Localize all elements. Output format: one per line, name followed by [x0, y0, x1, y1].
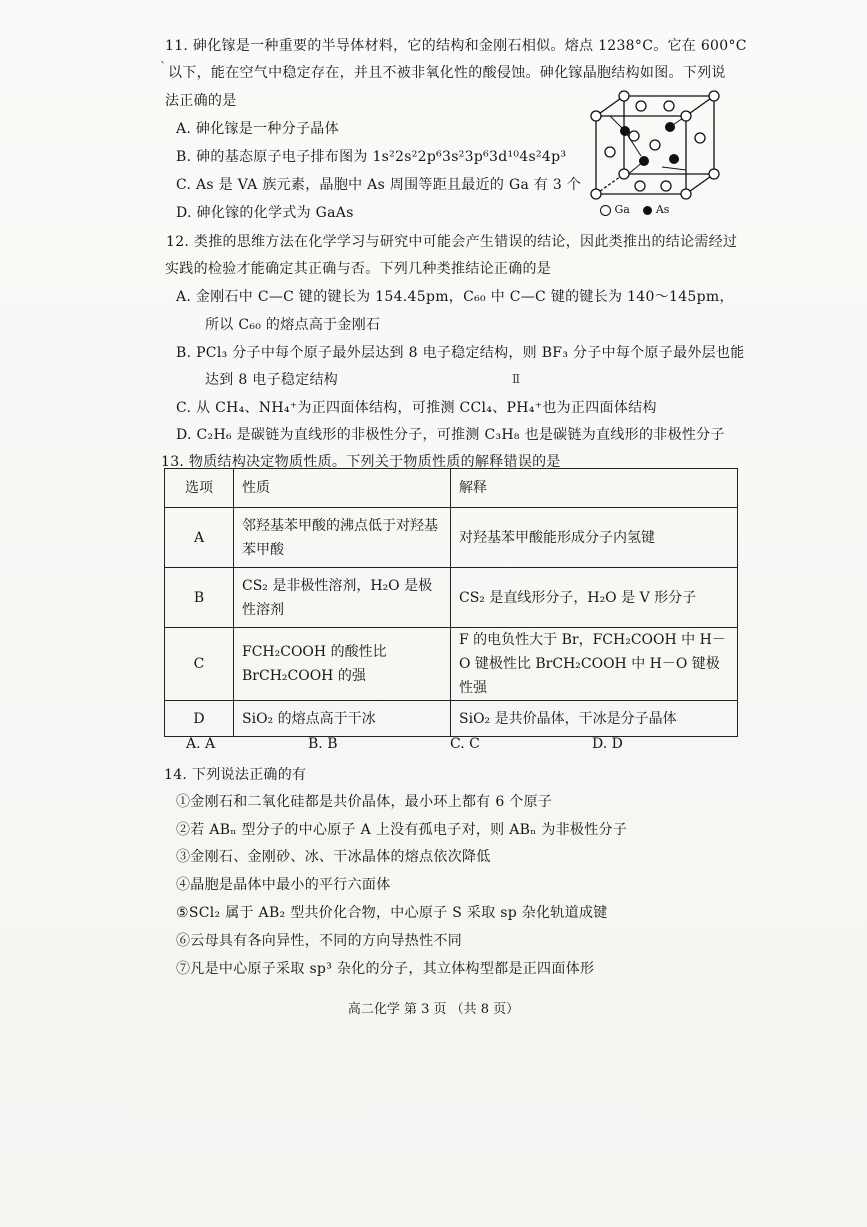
table-row [165, 628, 738, 701]
q12-option-c: C. 从 CH₄、NH₄⁺为正四面体结构，可推测 CCl₄、PH₄⁺也为正四面体结构 [176, 400, 657, 416]
q11-option-c: C. As 是 VA 族元素，晶胞中 As 周围等距且最近的 Ga 有 3 个 [176, 177, 582, 193]
as-marker-icon [643, 206, 652, 215]
gaas-unit-cell-diagram [586, 90, 726, 202]
q13-choice-a: A. A [186, 736, 216, 752]
q12-option-a-line1: A. 金刚石中 C—C 键的键长为 154.45pm，C₆₀ 中 C—C 键的键长为 140～145pm， [176, 289, 734, 305]
legend-ga-label: Ga [614, 203, 630, 216]
q11-stem-line3: 法正确的是 [165, 93, 237, 109]
row-option: D [165, 701, 234, 737]
q14-item-4: ④晶胞是晶体中最小的平行六面体 [176, 877, 391, 893]
q11-option-d: D. 砷化镓的化学式为 GaAs [176, 205, 354, 221]
q13-choice-d: D. D [592, 736, 623, 752]
row-property: FCH₂COOH 的酸性比 BrCH₂COOH 的强 [234, 628, 451, 701]
q14-stem: 14. 下列说法正确的有 [164, 767, 307, 783]
q14-item-2: ②若 ABₙ 型分子的中心原子 A 上没有孤电子对，则 ABₙ 为非极性分子 [176, 822, 628, 838]
table-row [165, 701, 738, 737]
row-option: A [165, 508, 234, 568]
q12-option-b-line2: 达到 8 电子稳定结构 [205, 372, 339, 388]
q12-stem-line2: 实践的检验才能确定其正确与否。下列几种类推结论正确的是 [165, 261, 552, 277]
row-explanation: F 的电负性大于 Br，FCH₂COOH 中 H－O 键极性比 BrCH₂COOH 中 H－O 键极性强 [451, 628, 738, 701]
ga-marker-icon [600, 205, 611, 216]
q14-item-1: ①金刚石和二氧化硅都是共价晶体，最小环上都有 6 个原子 [176, 794, 553, 810]
header-property: 性质 [234, 469, 451, 508]
table-row [165, 568, 738, 628]
row-option: B [165, 568, 234, 628]
q14-item-5: ⑤SCl₂ 属于 AB₂ 型共价化合物，中心原子 S 采取 sp 杂化轨道成键 [176, 905, 608, 921]
header-option: 选项 [165, 469, 234, 508]
scan-artifact-mark: Ⅱ [512, 372, 521, 386]
q12-option-b-line1: B. PCl₃ 分子中每个原子最外层达到 8 电子稳定结构，则 BF₃ 分子中每个原子最外层也能 [176, 345, 745, 361]
row-explanation: 对羟基苯甲酸能形成分子内氢键 [451, 508, 738, 568]
unit-cell-legend [600, 203, 669, 216]
row-explanation: CS₂ 是直线形分子，H₂O 是 V 形分子 [451, 568, 738, 628]
row-property: CS₂ 是非极性溶剂，H₂O 是极性溶剂 [234, 568, 451, 628]
q12-stem-line1: 12. 类推的思维方法在化学学习与研究中可能会产生错误的结论，因此类推出的结论需经过 [166, 234, 738, 250]
q14-item-6: ⑥云母具有各向异性，不同的方向导热性不同 [176, 933, 462, 949]
legend-as-label: As [655, 203, 670, 216]
q13-choice-b: B. B [308, 736, 338, 752]
q11-option-b: B. 砷的基态原子电子排布图为 1s²2s²2p⁶3s²3p⁶3d¹⁰4s²4p³ [176, 149, 567, 165]
q11-stem-line1: 11. 砷化镓是一种重要的半导体材料，它的结构和金刚石相似。熔点 1238°C。它在 600°C [165, 38, 747, 54]
q13-stem: 13. 物质结构决定物质性质。下列关于物质性质的解释错误的是 [161, 454, 561, 470]
scan-mark: ` [160, 60, 166, 74]
q12-option-d: D. C₂H₆ 是碳链为直线形的非极性分子，可推测 C₃H₈ 也是碳链为直线形的非极性分子 [176, 427, 725, 443]
q14-item-3: ③金刚石、金刚砂、冰、干冰晶体的熔点依次降低 [176, 849, 491, 865]
q11-stem-line2: 以下，能在空气中稳定存在，并且不被非氧化性的酸侵蚀。砷化镓晶胞结构如图。下列说 [168, 65, 726, 81]
row-property: SiO₂ 的熔点高于干冰 [234, 701, 451, 737]
row-property: 邻羟基苯甲酸的沸点低于对羟基苯甲酸 [234, 508, 451, 568]
row-option: C [165, 628, 234, 701]
q13-choice-c: C. C [450, 736, 480, 752]
q13-table [164, 468, 738, 737]
q11-option-a: A. 砷化镓是一种分子晶体 [176, 121, 339, 137]
table-header-row [165, 469, 738, 508]
header-explanation: 解释 [451, 469, 738, 508]
row-explanation: SiO₂ 是共价晶体，干冰是分子晶体 [451, 701, 738, 737]
q12-option-a-line2: 所以 C₆₀ 的熔点高于金刚石 [205, 317, 381, 333]
page-footer: 高二化学 第 3 页 （共 8 页） [347, 1002, 520, 1017]
table-row [165, 508, 738, 568]
q14-item-7: ⑦凡是中心原子采取 sp³ 杂化的分子，其立体构型都是正四面体形 [176, 961, 595, 977]
